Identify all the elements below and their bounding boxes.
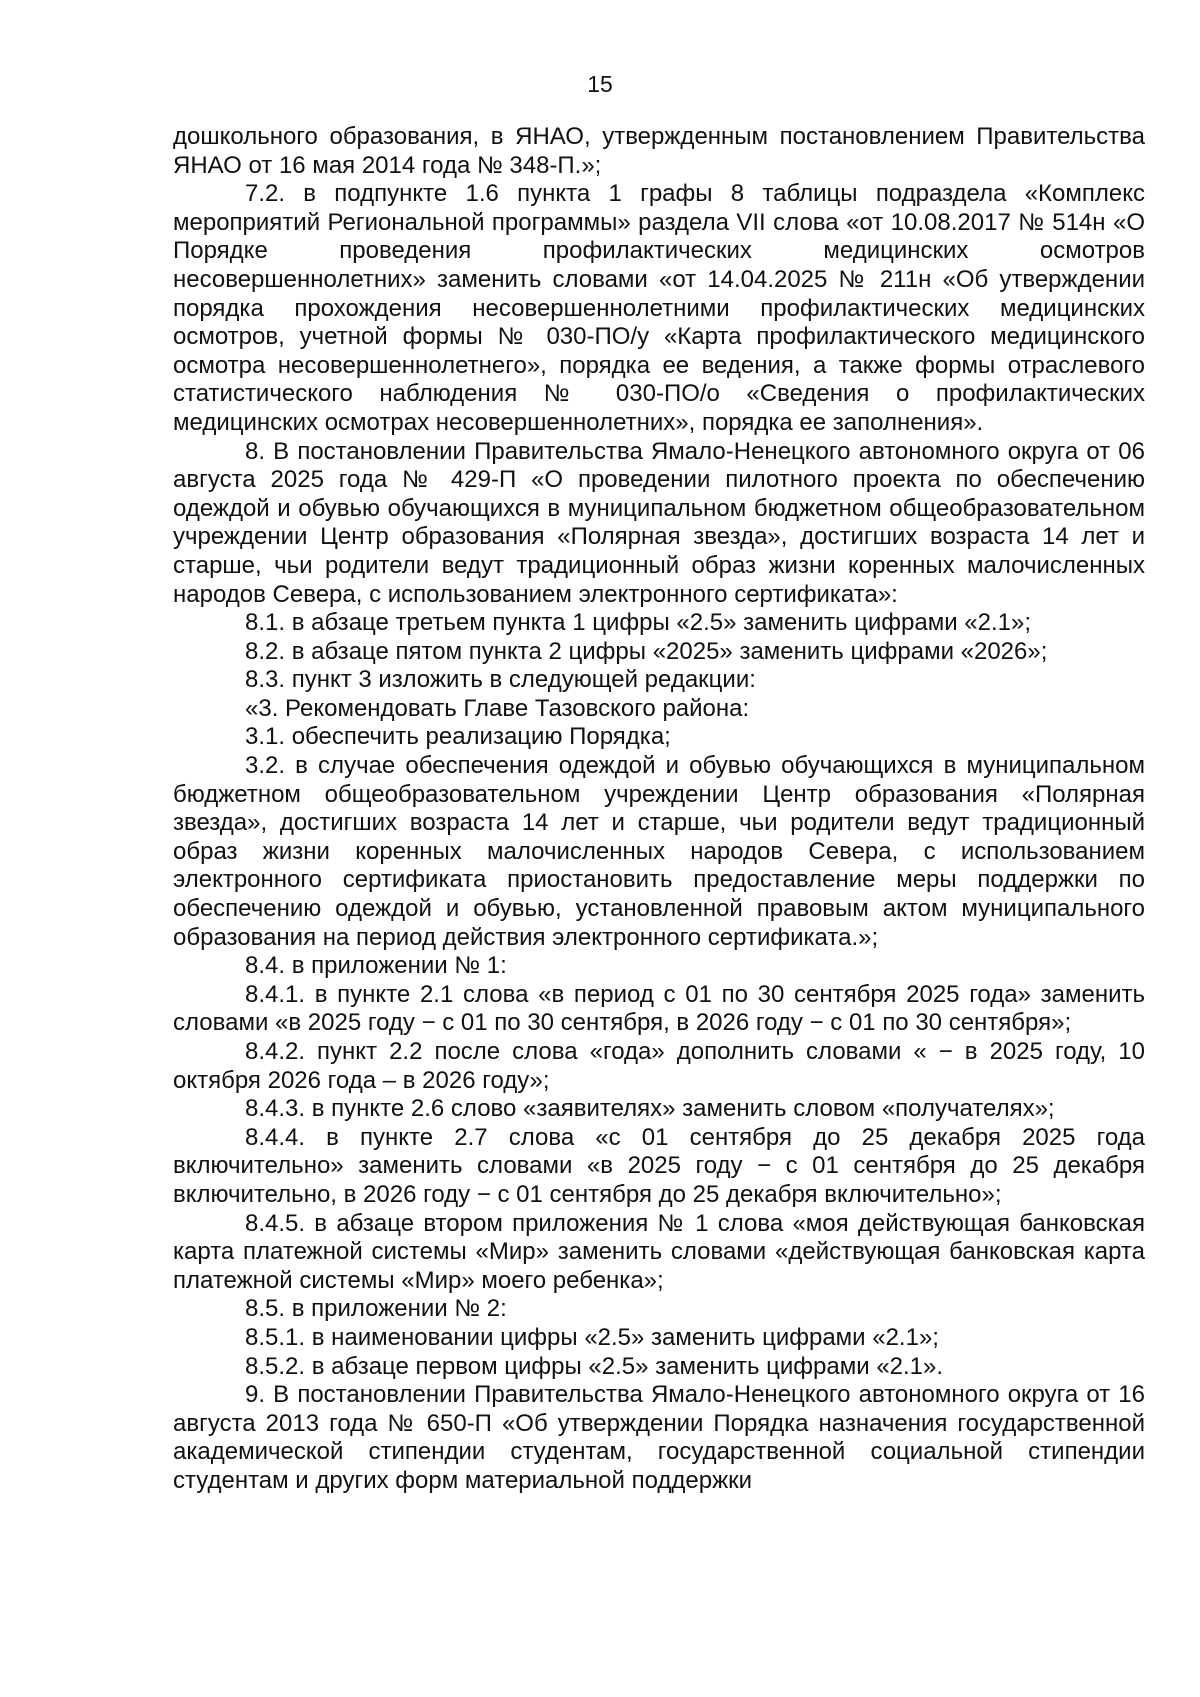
- paragraph: 8.5. в приложении № 2:: [245, 1295, 507, 1323]
- page-number: 15: [587, 71, 613, 97]
- paragraph: дошкольного образования, в ЯНАО, утвержденным постановлением Правительства ЯНАО от 16 мая 2014 года № 348-П.»;: [173, 123, 1145, 179]
- paragraph: 7.2. в подпункте 1.6 пункта 1 графы 8 таблицы подраздела «Комплекс мероприятий Региональной программы» раздела VII слова «от 10.08.2017 № 514н «О Порядке проведения профилактических медицинских осмотров несовершеннолетних» заменить словами «от 14.04.2025 № 211н «Об утверждении порядка прохождения несовершеннолетними профилактических медицинских осмотров, учетной формы № 030-ПО/у «Карта профилактического медицинского осмотра несовершеннолетнего», порядка ее ведения, а также формы отраслевого статистического наблюдения № 030-ПО/о «Сведения о профилактических медицинских осмотрах несовершеннолетних», порядка ее заполнения».: [173, 180, 1145, 436]
- document-body: [173, 123, 1145, 1496]
- paragraph: 8.5.2. в абзаце первом цифры «2.5» заменить цифрами «2.1».: [245, 1352, 944, 1380]
- paragraph: 8.5.1. в наименовании цифры «2.5» заменить цифрами «2.1»;: [245, 1323, 939, 1351]
- paragraph: 3.2. в случае обеспечения одеждой и обувью обучающихся в муниципальном бюджетном общеобразовательном учреждении Центр образования «Полярная звезда», достигших возраста 14 лет и старше, чьи родители ведут традиционный образ жизни коренных малочисленных народов Севера, с использованием электронного сертификата приостановить предоставление меры поддержки по обеспечению одеждой и обувью, установленной правовым актом муниципального образования на период действия электронного сертификата.»;: [173, 752, 1145, 951]
- paragraph: 8.4.3. в пункте 2.6 слово «заявителях» заменить словом «получателях»;: [245, 1095, 1055, 1123]
- paragraph: 8.4.5. в абзаце втором приложения № 1 слова «моя действующая банковская карта платежной системы «Мир» заменить словами «действующая банковская карта платежной системы «Мир» моего ребенка»;: [173, 1209, 1145, 1294]
- paragraph: 8.4.4. в пункте 2.7 слова «с 01 сентября до 25 декабря 2025 года включительно» заменить словами «в 2025 году − с 01 сентября до 25 декабря включительно, в 2026 году − с 01 сентября до 25 декабря включительно»;: [173, 1123, 1145, 1208]
- paragraph: 8.4.2. пункт 2.2 после слова «года» дополнить словами « − в 2025 году, 10 октября 2026 года – в 2026 году»;: [173, 1038, 1145, 1094]
- paragraph: «3. Рекомендовать Главе Тазовского района:: [245, 694, 750, 722]
- paragraph: 8.3. пункт 3 изложить в следующей редакции:: [245, 666, 756, 694]
- paragraph: 3.1. обеспечить реализацию Порядка;: [245, 723, 671, 751]
- paragraph: 8.2. в абзаце пятом пункта 2 цифры «2025» заменить цифрами «2026»;: [245, 637, 1048, 665]
- paragraph: 8.4.1. в пункте 2.1 слова «в период с 01 по 30 сентября 2025 года» заменить словами «в 2025 году − с 01 по 30 сентября, в 2026 году − с 01 по 30 сентября»;: [173, 980, 1145, 1037]
- paragraph: 9. В постановлении Правительства Ямало-Ненецкого автономного округа от 16 августа 2013 года № 650-П «Об утверждении Порядка назначения государственной академической стипендии студентам, государственной социальной стипендии студентам и других форм материальной поддержки: [173, 1381, 1145, 1494]
- paragraph: 8.1. в абзаце третьем пункта 1 цифры «2.5» заменить цифрами «2.1»;: [245, 609, 1032, 637]
- paragraph: 8. В постановлении Правительства Ямало-Ненецкого автономного округа от 06 августа 2025 года № 429-П «О проведении пилотного проекта по обеспечению одеждой и обувью обучающихся в муниципальном бюджетном общеобразовательном учреждении Центр образования «Полярная звезда», достигших возраста 14 лет и старше, чьи родители ведут традиционный образ жизни коренных малочисленных народов Севера, с использованием электронного сертификата»:: [173, 437, 1145, 608]
- paragraph: 8.4. в приложении № 1:: [245, 952, 507, 980]
